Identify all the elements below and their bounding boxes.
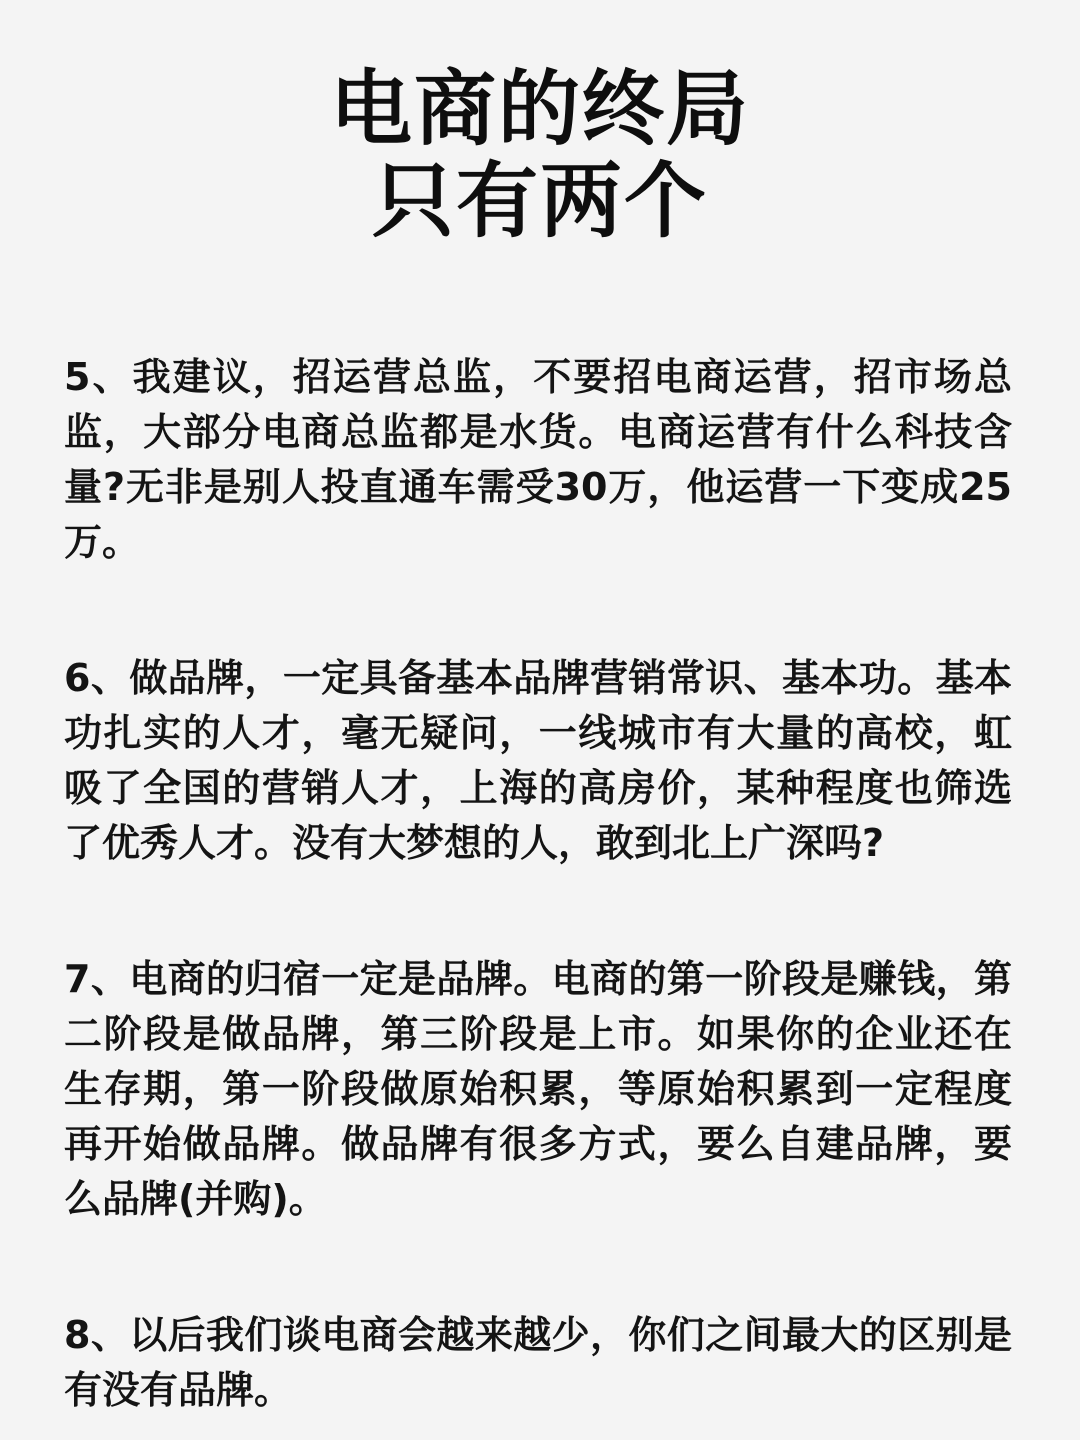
paragraph-6: 6、做品牌，一定具备基本品牌营销常识、基本功。基本功扎实的人才，毫无疑问，一线城市有大量的高校，虹吸了全国的营销人才，上海的高房价，某种程度也筛选了优秀人才。没有大梦想的人，敢到北上广深吗? [64, 656, 1012, 865]
paragraph-5: 5、我建议，招运营总监，不要招电商运营，招市场总监，大部分电商总监都是水货。电商运营有什么科技含量?无非是别人投直通车需受30万，他运营一下变成25万。 [64, 355, 1012, 564]
paragraph-7: 7、电商的归宿一定是品牌。电商的第一阶段是赚钱，第二阶段是做品牌，第三阶段是上市。如果你的企业还在生存期，第一阶段做原始积累，等原始积累到一定程度再开始做品牌。做品牌有很多方式，要么自建品牌，要么品牌(并购)。 [64, 957, 1012, 1221]
page-title [0, 64, 1080, 248]
title-line-2: 只有两个 [371, 154, 708, 249]
paragraph-8: 8、以后我们谈电商会越来越少，你们之间最大的区别是有没有品牌。 [64, 1313, 1012, 1412]
title-line-1: 电商的终局 [329, 62, 750, 157]
article-body [64, 350, 1012, 1418]
